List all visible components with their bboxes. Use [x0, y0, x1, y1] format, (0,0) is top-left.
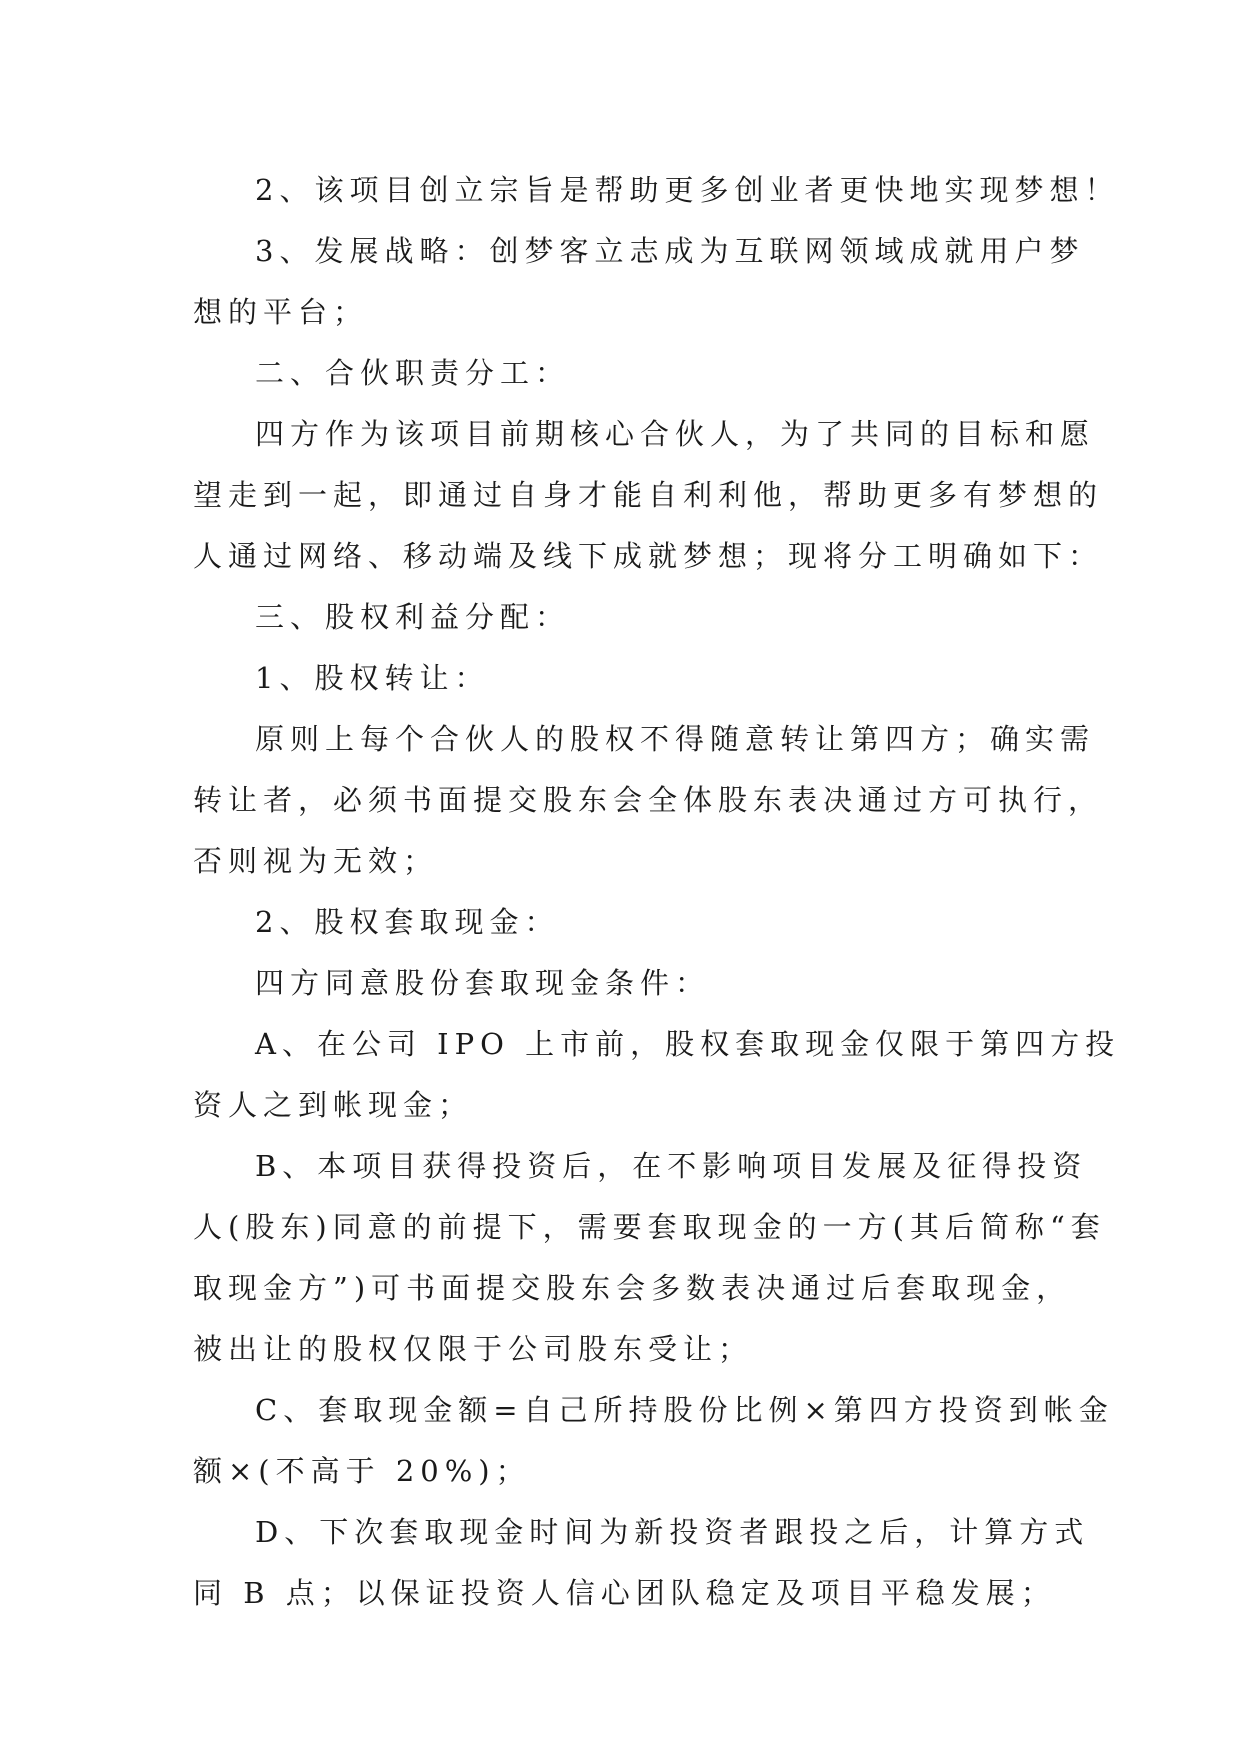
text-line: 转让者，必须书面提交股东会全体股东表决通过方可执行，: [193, 783, 1104, 817]
paragraph-cashout-conditions: [193, 953, 1063, 1014]
subheading-equity-cashout: [193, 892, 1063, 953]
text-line: 被出让的股权仅限于公司股东受让；: [193, 1332, 754, 1366]
text-line: 四方作为该项目前期核心合伙人，为了共同的目标和愿: [255, 417, 1096, 451]
text-line: 四方同意股份套取现金条件：: [255, 966, 711, 1000]
text-line: 2、该项目创立宗旨是帮助更多创业者更快地实现梦想！: [255, 173, 1120, 207]
text-line: 原则上每个合伙人的股权不得随意转让第四方；确实需: [255, 722, 1096, 756]
clause-c: [193, 1380, 1114, 1502]
text-line: 三、股权利益分配：: [255, 600, 571, 634]
section-heading-equity-distribution: [193, 587, 1063, 648]
text-line: 否则视为无效；: [193, 844, 439, 878]
text-line: 望走到一起，即通过自身才能自利利他，帮助更多有梦想的: [193, 478, 1104, 512]
paragraph-founding-purpose: [193, 160, 1120, 221]
text-line: 资人之到帐现金；: [193, 1088, 474, 1122]
paragraph-development-strategy: [193, 221, 1085, 343]
text-line: 3、发展战略：创梦客立志成为互联网领域成就用户梦: [255, 234, 1085, 268]
text-line: 二、合伙职责分工：: [255, 356, 571, 390]
text-line: 1、股权转让：: [255, 661, 490, 695]
section-heading-partner-duties: [193, 343, 1063, 404]
text-line: 同 B 点；以保证投资人信心团队稳定及项目平稳发展；: [193, 1576, 1056, 1610]
text-line: 想的平台；: [193, 295, 369, 329]
subheading-equity-transfer: [193, 648, 1063, 709]
text-line: 2、股权套取现金：: [255, 905, 560, 939]
paragraph-partner-duties: [193, 404, 1104, 587]
text-line: B、本项目获得投资后，在不影响项目发展及征得投资: [255, 1149, 1088, 1183]
text-line: 人通过网络、移动端及线下成就梦想；现将分工明确如下：: [193, 539, 1104, 573]
clause-b: [193, 1136, 1106, 1380]
text-line: D、下次套取现金时间为新投资者跟投之后，计算方式: [255, 1515, 1090, 1549]
text-line: 取现金方”)可书面提交股东会多数表决通过后套取现金，: [193, 1271, 1072, 1305]
text-line: 人(股东)同意的前提下，需要套取现金的一方(其后简称“套: [193, 1210, 1106, 1244]
text-line: C、套取现金额=自己所持股份比例×第四方投资到帐金: [255, 1393, 1114, 1427]
clause-d: [193, 1502, 1090, 1624]
text-line: A、在公司 IPO 上市前，股权套取现金仅限于第四方投: [255, 1027, 1121, 1061]
document-body: [193, 160, 1121, 1624]
text-line: 额×(不高于 20%)；: [193, 1454, 531, 1488]
clause-a: [193, 1014, 1121, 1136]
paragraph-equity-transfer: [193, 709, 1104, 892]
